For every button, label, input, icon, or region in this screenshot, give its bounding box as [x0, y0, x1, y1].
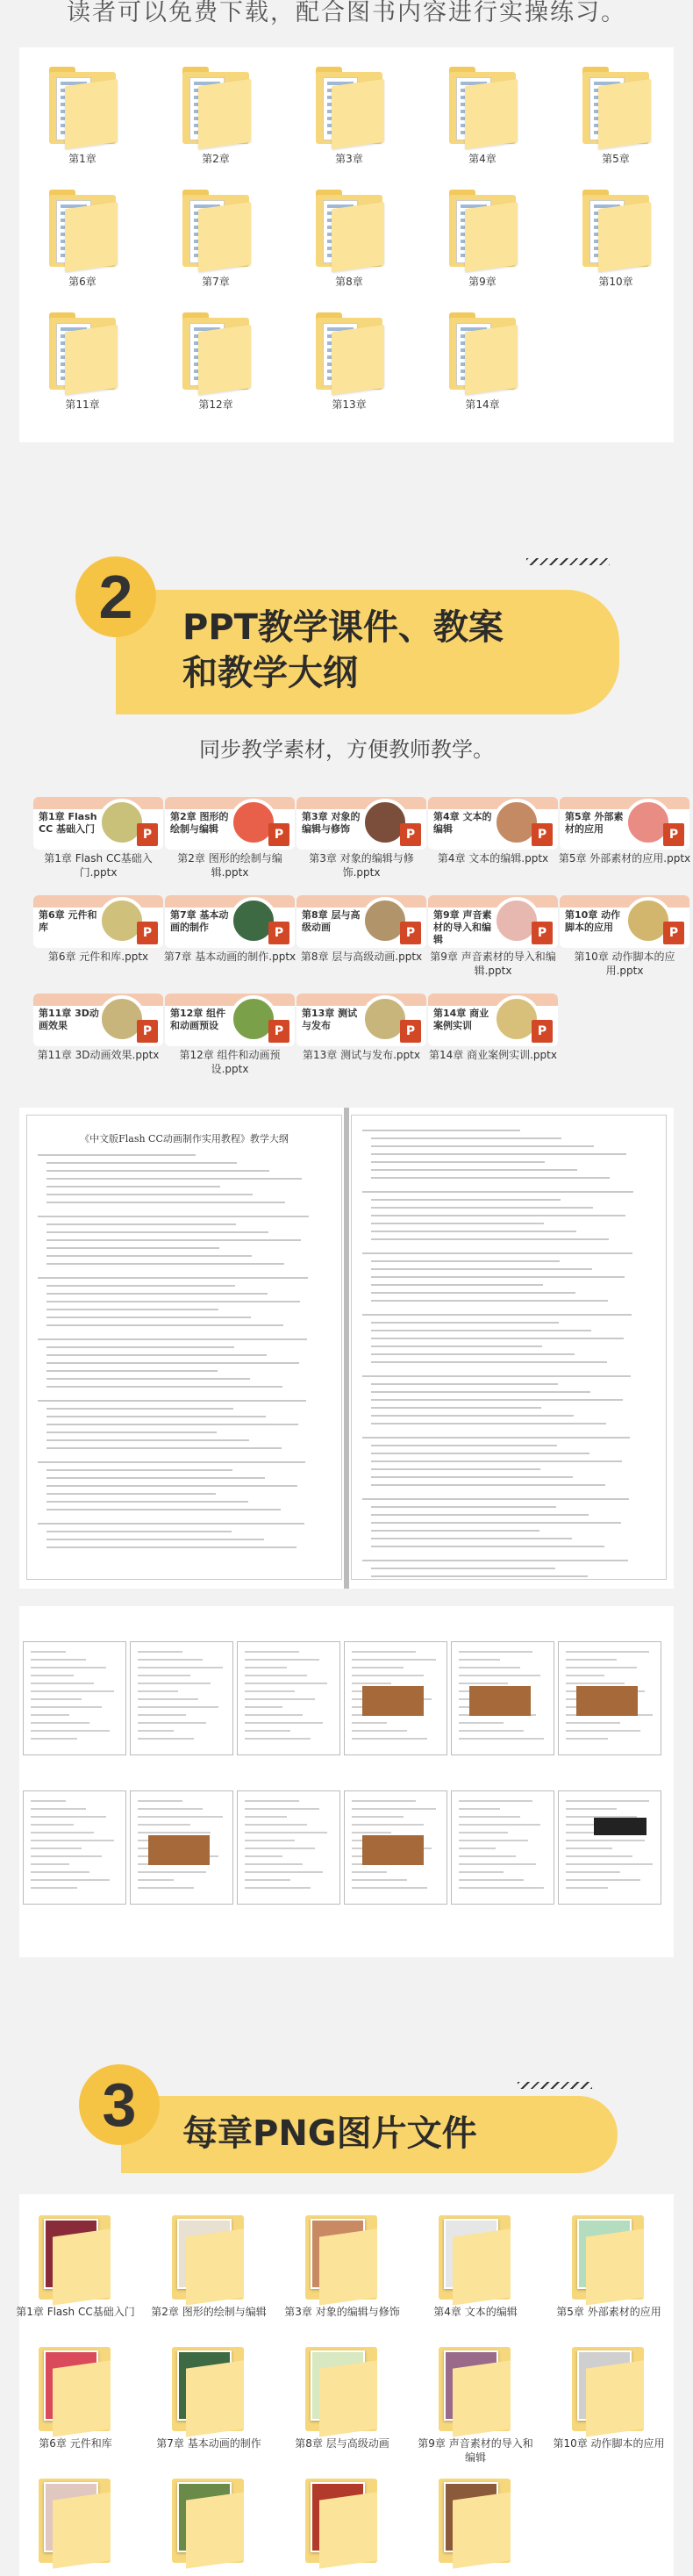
ppt-file-item[interactable] [165, 797, 295, 879]
ppt-thumbnail [428, 994, 558, 1046]
text-line [371, 1300, 608, 1302]
text-line [46, 1178, 302, 1180]
text-line [371, 1215, 625, 1216]
chapter-folder-panel [19, 47, 674, 442]
text-line [46, 1202, 285, 1203]
text-line [46, 1477, 265, 1479]
png-chapter-folder[interactable] [553, 2345, 665, 2459]
ppt-file-item[interactable] [296, 895, 426, 969]
ppt-thumbnail-title: 第1章 Flash CC 基础入门 [39, 811, 97, 835]
ppt-filename: 第8章 层与高级动画.pptx [300, 951, 423, 963]
png-chapter-folder[interactable] [418, 2345, 533, 2464]
text-line [371, 1445, 557, 1446]
text-line [371, 1169, 577, 1171]
lesson-plan-page-thumb[interactable] [23, 1641, 126, 1755]
ppt-thumbnail-title: 第7章 基本动画的制作 [170, 909, 229, 933]
folder-label: 第11章 [65, 398, 100, 411]
text-line [371, 1276, 625, 1278]
folder-label: 第2章 图形的绘制与编辑 [151, 2306, 267, 2318]
text-line [46, 1509, 281, 1510]
decorative-stripes [526, 558, 610, 565]
thumb-image [469, 1686, 531, 1716]
text-line [46, 1346, 234, 1348]
ppt-thumbnail-title: 第14章 商业案例实训 [433, 1008, 489, 1031]
png-chapter-folder[interactable] [295, 2345, 389, 2459]
text-line [371, 1391, 590, 1393]
chapter-folder[interactable] [444, 67, 521, 170]
syllabus-spread [19, 1108, 674, 1589]
chapter-folder[interactable] [177, 190, 254, 293]
ppt-filename: 第9章 声音素材的导入和编辑.pptx [430, 951, 556, 977]
ppt-file-item[interactable] [428, 895, 558, 977]
folder-label: 第8章 [335, 276, 363, 288]
ppt-file-item[interactable] [560, 797, 689, 871]
syllabus-title: 《中文版Flash CC动画制作实用教程》教学大纲 [80, 1133, 289, 1144]
lesson-plan-page-thumb[interactable] [344, 1641, 447, 1755]
chapter-folder[interactable] [311, 190, 388, 293]
powerpoint-icon: P [268, 823, 289, 846]
text-line [362, 1498, 629, 1500]
ppt-file-item[interactable] [428, 994, 558, 1067]
powerpoint-icon: P [400, 823, 421, 846]
text-line [46, 1447, 282, 1449]
ppt-filename: 第3章 对象的编辑与修饰.pptx [309, 852, 414, 879]
text-line [371, 1522, 621, 1524]
chapter-folder[interactable] [444, 312, 521, 416]
text-line [362, 1191, 633, 1193]
text-line [371, 1292, 575, 1294]
section1-caption: 读者可以免费下载，配合图书内容进行实操练习。 [67, 0, 626, 26]
powerpoint-icon: P [663, 823, 684, 846]
section3-title: 每章PNG图片文件 [182, 2113, 477, 2154]
text-line [371, 1322, 559, 1324]
chapter-folder[interactable] [577, 190, 654, 293]
folder-label: 第14章 [465, 398, 500, 411]
png-chapter-folder[interactable] [433, 2477, 518, 2576]
text-line [46, 1370, 218, 1372]
lesson-plan-page-thumb[interactable] [130, 1790, 233, 1905]
text-line [46, 1408, 233, 1410]
text-line [371, 1199, 561, 1201]
text-line [46, 1424, 298, 1425]
chapter-folder[interactable] [177, 312, 254, 416]
text-line [46, 1263, 284, 1265]
chapter-folder[interactable] [44, 190, 121, 293]
thumb-image [362, 1835, 424, 1865]
ppt-file-item[interactable] [165, 895, 295, 969]
text-line [362, 1252, 632, 1254]
text-line [46, 1186, 220, 1188]
text-line [46, 1162, 237, 1164]
thumb-image [576, 1686, 638, 1716]
chapter-folder[interactable] [177, 67, 254, 170]
powerpoint-icon: P [137, 922, 158, 944]
lesson-plan-page-thumb[interactable] [130, 1641, 233, 1755]
ppt-thumbnail [165, 895, 295, 948]
text-line [371, 1207, 593, 1209]
ppt-thumbnail [560, 895, 689, 948]
lesson-plan-thumbnails [19, 1606, 674, 1957]
ppt-thumbnail-title: 第4章 文本的编辑 [433, 811, 492, 835]
folder-label: 第9章 声音素材的导入和编辑 [418, 2437, 533, 2464]
text-line [46, 1324, 283, 1326]
ppt-thumbnail-title: 第8章 层与高级动画 [302, 909, 361, 933]
text-line [362, 1130, 520, 1131]
folder-label: 第6章 [68, 276, 96, 288]
ppt-file-item[interactable] [33, 994, 163, 1067]
ppt-thumbnail-title: 第13章 测试与发布 [302, 1008, 358, 1031]
text-line [371, 1177, 610, 1179]
section2-number-badge: 2 [75, 556, 156, 637]
folder-label: 第7章 [202, 276, 230, 288]
text-line [46, 1531, 232, 1532]
text-line [371, 1460, 622, 1462]
section3-title-pill [121, 2096, 618, 2173]
lesson-plan-page-thumb[interactable] [237, 1641, 340, 1755]
chapter-folder[interactable] [44, 312, 121, 416]
ppt-file-item[interactable] [33, 895, 163, 969]
ppt-thumbnail-title: 第11章 3D动画效果 [39, 1008, 99, 1031]
ppt-filename: 第5章 外部素材的应用.pptx [558, 852, 691, 865]
folder-label: 第4章 [468, 153, 497, 165]
chapter-folder[interactable] [311, 312, 388, 416]
lesson-plan-page-thumb[interactable] [23, 1790, 126, 1905]
png-chapter-folder[interactable] [156, 2345, 261, 2459]
ppt-thumbnail [33, 994, 163, 1046]
png-chapter-folder[interactable] [284, 2214, 400, 2328]
text-line [371, 1453, 589, 1454]
text-line [46, 1485, 297, 1487]
ppt-thumbnail [33, 797, 163, 850]
folder-label: 第5章 外部素材的应用 [556, 2306, 661, 2318]
ppt-thumbnail [428, 895, 558, 948]
folder-label: 第3章 对象的编辑与修饰 [284, 2306, 400, 2318]
text-line [371, 1231, 576, 1232]
powerpoint-icon: P [400, 922, 421, 944]
text-line [371, 1268, 592, 1270]
text-line [371, 1407, 541, 1409]
text-line [46, 1231, 268, 1233]
text-line [371, 1223, 544, 1224]
text-line [362, 1560, 628, 1561]
text-line [46, 1354, 267, 1356]
powerpoint-icon: P [137, 823, 158, 846]
powerpoint-icon: P [663, 922, 684, 944]
text-line [46, 1293, 268, 1295]
thumb-image [362, 1686, 424, 1716]
folder-label: 第2章 [202, 153, 230, 165]
folder-label: 第4章 文本的编辑 [433, 2306, 518, 2318]
ppt-filename: 第6章 元件和库.pptx [47, 951, 149, 963]
folder-label: 第7章 基本动画的制作 [156, 2437, 261, 2450]
powerpoint-icon: P [532, 1020, 553, 1043]
png-chapter-folder[interactable] [300, 2477, 384, 2576]
ppt-filename: 第13章 测试与发布.pptx [303, 1049, 420, 1061]
ppt-thumbnail-title: 第10章 动作脚本的应用 [565, 909, 621, 933]
text-line [371, 1476, 573, 1478]
text-line [46, 1493, 216, 1495]
chapter-folder[interactable] [444, 190, 521, 293]
folder-label: 第6章 元件和库 [39, 2437, 112, 2450]
ppt-thumbnail [428, 797, 558, 850]
lesson-plan-page-thumb[interactable] [237, 1790, 340, 1905]
text-line [46, 1439, 249, 1441]
text-line [371, 1238, 609, 1240]
text-line [371, 1399, 623, 1401]
text-line [46, 1239, 301, 1241]
ppt-filename: 第7章 基本动画的制作.pptx [163, 951, 296, 963]
lesson-plan-page-thumb[interactable] [558, 1641, 661, 1755]
ppt-file-item[interactable] [33, 797, 163, 879]
text-line [371, 1514, 589, 1516]
png-chapter-folder[interactable] [33, 2345, 118, 2459]
ppt-thumbnail-title: 第9章 声音素材的导入和编辑 [433, 909, 492, 945]
thumb-image [148, 1835, 210, 1865]
text-line [46, 1255, 252, 1257]
text-line [38, 1277, 308, 1279]
text-line [371, 1538, 572, 1539]
ppt-thumbnail [296, 895, 426, 948]
ppt-thumbnail-title: 第6章 元件和库 [39, 909, 97, 933]
folder-label: 第12章 [198, 398, 233, 411]
text-line [371, 1506, 556, 1508]
ppt-thumbnail [296, 797, 426, 850]
text-line [371, 1468, 540, 1470]
png-chapter-folder[interactable] [151, 2214, 267, 2328]
text-line [371, 1137, 561, 1139]
text-line [371, 1153, 626, 1155]
ppt-filename: 第10章 动作脚本的应用.pptx [574, 951, 675, 977]
text-line [371, 1361, 607, 1363]
folder-label: 第1章 Flash CC基础入门 [16, 2306, 135, 2318]
png-chapter-folder[interactable] [16, 2214, 135, 2328]
text-line [38, 1461, 305, 1463]
lesson-plan-page-thumb[interactable] [451, 1790, 554, 1905]
ppt-thumbnail-title: 第2章 图形的绘制与编辑 [170, 811, 229, 835]
ppt-thumbnail-title: 第12章 组件和动画预设 [170, 1008, 226, 1031]
ppt-filename: 第2章 图形的绘制与编辑.pptx [177, 852, 282, 879]
folder-label: 第1章 [68, 153, 96, 165]
text-line [371, 1575, 588, 1577]
text-line [38, 1523, 304, 1525]
syllabus-page-right [351, 1115, 667, 1580]
ppt-file-item[interactable] [560, 895, 689, 977]
folder-label: 第8章 层与高级动画 [295, 2437, 389, 2450]
ppt-thumbnail-title: 第5章 外部素材的应用 [565, 811, 624, 835]
text-line [371, 1260, 560, 1262]
text-line [46, 1223, 236, 1225]
folder-label: 第9章 [468, 276, 497, 288]
text-line [46, 1469, 232, 1471]
section2-title-line1: PPT教学课件、教案 [182, 607, 504, 648]
text-line [38, 1154, 196, 1156]
section3-number-badge: 3 [79, 2064, 160, 2145]
ppt-thumbnail [560, 797, 689, 850]
text-line [371, 1145, 594, 1147]
text-line [38, 1400, 306, 1402]
ppt-filename: 第14章 商业案例实训.pptx [429, 1049, 557, 1061]
png-chapter-folder[interactable] [167, 2477, 251, 2576]
text-line [371, 1568, 555, 1569]
text-line [371, 1345, 542, 1347]
text-line [371, 1484, 605, 1486]
text-line [362, 1437, 630, 1439]
decorative-stripes-3 [518, 2082, 592, 2089]
text-line [371, 1330, 591, 1331]
png-chapter-folder[interactable] [433, 2214, 518, 2328]
text-line [46, 1309, 218, 1310]
chapter-folder[interactable] [577, 67, 654, 170]
text-line [46, 1546, 296, 1548]
text-line [371, 1546, 604, 1547]
lesson-plan-page-thumb[interactable] [451, 1641, 554, 1755]
chapter-folder[interactable] [311, 67, 388, 170]
text-line [38, 1338, 307, 1340]
text-line [362, 1375, 631, 1377]
text-line [46, 1386, 282, 1388]
powerpoint-icon: P [268, 922, 289, 944]
text-line [46, 1501, 248, 1503]
ppt-thumbnail [165, 797, 295, 850]
text-line [371, 1423, 606, 1424]
text-line [46, 1317, 251, 1318]
section2-title-pill [116, 590, 619, 714]
chapter-folder[interactable] [44, 67, 121, 170]
folder-label: 第10章 [598, 276, 633, 288]
lesson-plan-page-thumb[interactable] [344, 1790, 447, 1905]
text-line [46, 1194, 253, 1195]
text-line [46, 1378, 250, 1380]
folder-label: 第3章 [335, 153, 363, 165]
syllabus-page-left [26, 1115, 342, 1580]
text-line [46, 1539, 264, 1540]
png-chapter-folder[interactable] [556, 2214, 661, 2328]
text-line [46, 1432, 217, 1433]
ppt-thumbnail-title: 第3章 对象的编辑与修饰 [302, 811, 361, 835]
text-line [371, 1383, 558, 1385]
section2-title-line2: 和教学大纲 [182, 653, 358, 693]
ppt-thumbnail [165, 994, 295, 1046]
text-line [371, 1338, 624, 1339]
text-line [46, 1285, 235, 1287]
ppt-file-item[interactable] [296, 994, 426, 1067]
ppt-filename: 第1章 Flash CC基础入门.pptx [44, 852, 153, 879]
text-line [362, 1314, 632, 1316]
ppt-file-item[interactable] [165, 994, 295, 1075]
folder-label: 第5章 [602, 153, 630, 165]
text-line [46, 1362, 299, 1364]
lesson-plan-page-thumb[interactable] [558, 1790, 661, 1905]
ppt-thumbnail [33, 895, 163, 948]
text-line [371, 1161, 545, 1163]
text-line [46, 1170, 269, 1172]
page-gutter [344, 1108, 349, 1589]
section2-caption: 同步教学素材，方便教师教学。 [199, 737, 494, 762]
text-line [371, 1353, 575, 1355]
ppt-filename: 第12章 组件和动画预设.pptx [179, 1049, 281, 1075]
powerpoint-icon: P [400, 1020, 421, 1043]
ppt-thumbnail [296, 994, 426, 1046]
ppt-file-item[interactable] [428, 797, 558, 871]
powerpoint-icon: P [532, 922, 553, 944]
png-chapter-folder[interactable] [33, 2477, 118, 2576]
text-line [371, 1530, 539, 1532]
powerpoint-icon: P [532, 823, 553, 846]
text-line [46, 1416, 266, 1417]
ppt-file-item[interactable] [296, 797, 426, 879]
text-line [371, 1415, 574, 1417]
text-line [46, 1247, 219, 1249]
folder-label: 第13章 [332, 398, 367, 411]
powerpoint-icon: P [137, 1020, 158, 1043]
png-folder-panel [16, 2194, 674, 2576]
ppt-filename: 第11章 3D动画效果.pptx [37, 1049, 160, 1061]
text-line [38, 1216, 309, 1217]
powerpoint-icon: P [268, 1020, 289, 1043]
text-line [371, 1284, 543, 1286]
folder-label: 第10章 动作脚本的应用 [553, 2437, 665, 2450]
ppt-filename: 第4章 文本的编辑.pptx [437, 852, 549, 865]
text-line [46, 1301, 300, 1302]
thumb-image [594, 1818, 647, 1835]
